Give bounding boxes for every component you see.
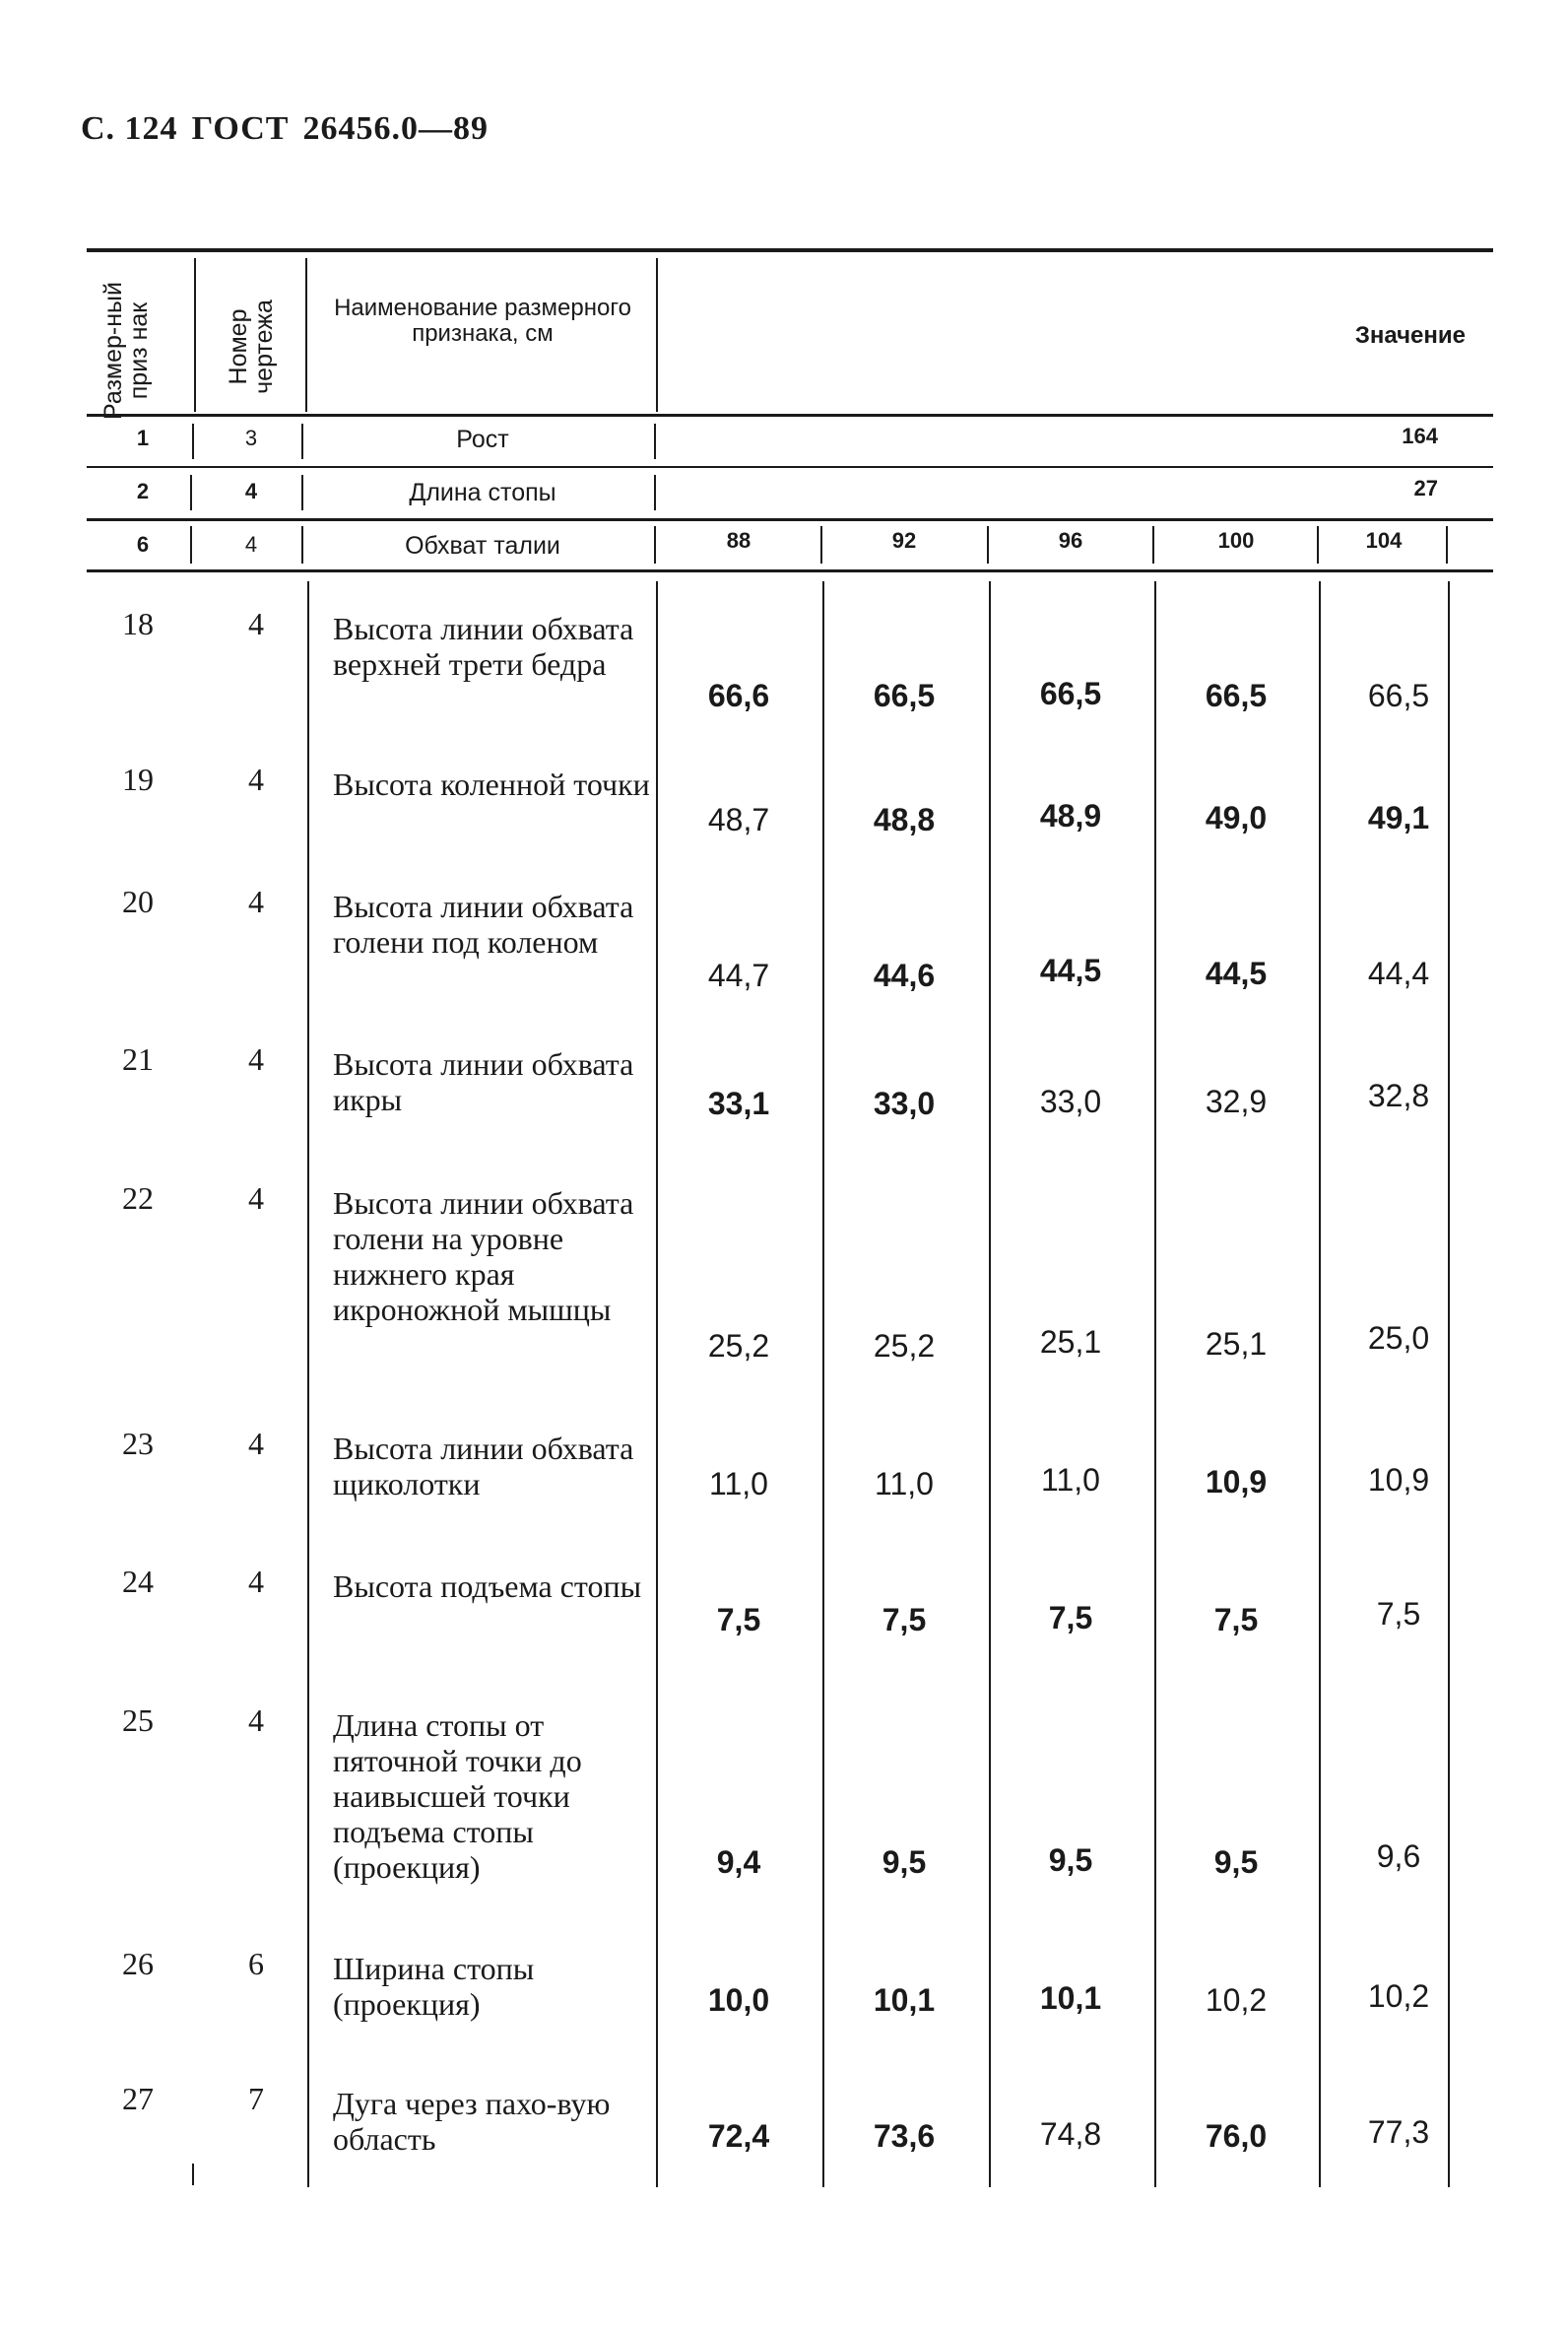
sub-drawing: 4	[244, 532, 258, 557]
row-value: 33,1	[707, 1086, 770, 1121]
row-no: 27	[122, 2081, 154, 2116]
row-drawing: 4	[248, 762, 264, 797]
row-value: 25,2	[707, 1328, 770, 1364]
sub-drawing: 3	[244, 426, 258, 450]
subheader-rule-1	[87, 466, 1493, 468]
row-value: 11,0	[1041, 1462, 1100, 1498]
row-name: Длина стопы от пяточной точки до наивысшей точки подъема стопы (проекция)	[333, 1707, 582, 1885]
row-value: 49,1	[1367, 800, 1430, 835]
row-value: 10,1	[873, 1982, 936, 2018]
row-value: 25,2	[873, 1328, 936, 1364]
col-divider-3	[656, 258, 658, 412]
row-value: 76,0	[1205, 2118, 1268, 2154]
row-value: 44,5	[1039, 953, 1102, 988]
sub-divider	[987, 526, 989, 564]
standard-label: ГОСТ	[191, 110, 290, 147]
row-value: 9,6	[1376, 1838, 1421, 1874]
sub-divider	[1446, 526, 1448, 564]
row-drawing: 4	[248, 1702, 264, 1738]
sub-drawing: 4	[244, 479, 258, 503]
row-value: 44,5	[1205, 956, 1268, 991]
waist-value: 92	[891, 528, 917, 553]
row-value: 7,5	[1376, 1596, 1421, 1632]
row-value: 32,8	[1367, 1078, 1430, 1113]
col-header-feature-no: Размер-ный приз нак	[99, 282, 153, 420]
row-value: 66,5	[1367, 678, 1430, 713]
col-divider-2	[305, 258, 307, 412]
subheader-rule-2	[87, 518, 1493, 521]
row-value: 66,5	[1039, 676, 1102, 711]
row-name: Высота подъема стопы	[333, 1568, 642, 1604]
row-value: 74,8	[1039, 2116, 1102, 2152]
body-divider	[1319, 581, 1321, 2187]
row-value: 32,9	[1205, 1084, 1268, 1119]
row-drawing: 7	[248, 2081, 264, 2116]
col-header-value: Значение	[1354, 322, 1466, 349]
row-drawing: 4	[248, 1426, 264, 1461]
body-divider	[307, 581, 309, 2187]
body-divider	[1154, 581, 1156, 2187]
row-drawing: 4	[248, 1041, 264, 1077]
row-value: 73,6	[873, 2118, 936, 2154]
waist-value: 96	[1058, 528, 1083, 553]
row-drawing: 4	[248, 1564, 264, 1599]
sub-value: 27	[1413, 476, 1438, 500]
sub-value: 164	[1402, 424, 1438, 448]
row-no: 23	[122, 1426, 154, 1461]
row-no: 25	[122, 1702, 154, 1738]
row-no: 18	[122, 606, 154, 641]
body-tick	[192, 2164, 194, 2185]
sub-divider	[1317, 526, 1319, 564]
row-value: 44,7	[707, 958, 770, 993]
sub-divider	[820, 526, 822, 564]
row-no: 21	[122, 1041, 154, 1077]
sub-label: Обхват талии	[405, 532, 560, 560]
waist-value: 100	[1217, 528, 1255, 553]
page-header	[81, 110, 489, 148]
row-value: 9,4	[716, 1844, 761, 1880]
row-value: 7,5	[1213, 1602, 1259, 1637]
sub-divider	[192, 424, 194, 459]
row-no: 20	[122, 884, 154, 919]
row-name: Ширина стопы (проекция)	[333, 1951, 535, 2022]
row-value: 10,9	[1367, 1462, 1430, 1498]
body-divider	[822, 581, 824, 2187]
row-value: 72,4	[707, 2118, 770, 2154]
col-divider-1	[194, 258, 196, 412]
row-no: 19	[122, 762, 154, 797]
row-value: 10,1	[1039, 1980, 1102, 2016]
row-value: 25,0	[1367, 1320, 1430, 1356]
standard-number: 26456.0—89	[302, 110, 489, 147]
row-value: 48,7	[707, 802, 770, 837]
row-value: 66,6	[707, 678, 770, 713]
sub-label: Длина стопы	[409, 479, 556, 506]
row-value: 11,0	[875, 1466, 934, 1501]
row-name: Высота линии обхвата икры	[333, 1046, 634, 1117]
sub-divider	[301, 424, 303, 459]
row-name: Высота линии обхвата голени под коленом	[333, 889, 634, 960]
sub-no: 6	[136, 532, 150, 557]
row-drawing: 4	[248, 606, 264, 641]
row-value: 77,3	[1367, 2114, 1430, 2150]
subheader-rule-3	[87, 569, 1493, 572]
waist-value: 88	[726, 528, 751, 553]
waist-value: 104	[1365, 528, 1403, 553]
row-drawing: 4	[248, 884, 264, 919]
sub-divider	[301, 526, 303, 564]
row-value: 7,5	[882, 1602, 927, 1637]
row-value: 48,9	[1039, 798, 1102, 834]
row-name: Высота коленной точки	[333, 767, 650, 802]
sub-label: Рост	[456, 426, 509, 453]
sub-divider	[190, 475, 192, 510]
row-value: 11,0	[709, 1466, 768, 1501]
row-value: 9,5	[1213, 1844, 1259, 1880]
col-header-drawing-no: Номер чертежа	[225, 300, 278, 394]
row-no: 22	[122, 1180, 154, 1216]
row-drawing: 6	[248, 1946, 264, 1981]
row-name: Дуга через пахо-вую область	[333, 2086, 611, 2157]
row-value: 9,5	[882, 1844, 927, 1880]
sub-divider	[301, 475, 303, 510]
row-no: 26	[122, 1946, 154, 1981]
row-value: 25,1	[1039, 1324, 1102, 1360]
row-value: 10,2	[1367, 1978, 1430, 2014]
row-value: 7,5	[1048, 1600, 1093, 1635]
sub-no: 2	[136, 479, 150, 503]
row-value: 66,5	[873, 678, 936, 713]
row-value: 33,0	[1039, 1084, 1102, 1119]
row-value: 10,9	[1205, 1464, 1268, 1500]
row-no: 24	[122, 1564, 154, 1599]
body-divider	[656, 581, 658, 2187]
row-value: 9,5	[1048, 1842, 1093, 1878]
row-value: 33,0	[873, 1086, 936, 1121]
header-bottom-rule	[87, 414, 1493, 417]
row-value: 48,8	[873, 802, 936, 837]
row-value: 25,1	[1205, 1326, 1268, 1362]
row-name: Высота линии обхвата голени на уровне нижнего края икроножной мышцы	[333, 1185, 634, 1327]
col-header-name: Наименование размерного признака, см	[334, 295, 631, 347]
row-value: 44,4	[1367, 956, 1430, 991]
page-number: С. 124	[81, 110, 178, 147]
row-name: Высота линии обхвата верхней трети бедра	[333, 611, 634, 682]
sub-divider	[1152, 526, 1154, 564]
row-value: 7,5	[716, 1602, 761, 1637]
row-name: Высота линии обхвата щиколотки	[333, 1431, 634, 1501]
row-drawing: 4	[248, 1180, 264, 1216]
row-value: 10,2	[1205, 1982, 1268, 2018]
sub-no: 1	[136, 426, 150, 450]
sub-divider	[190, 526, 192, 564]
row-value: 66,5	[1205, 678, 1268, 713]
body-divider	[989, 581, 991, 2187]
table-top-rule	[87, 248, 1493, 252]
row-value: 49,0	[1205, 800, 1268, 835]
row-value: 10,0	[707, 1982, 770, 2018]
row-value: 44,6	[873, 958, 936, 993]
